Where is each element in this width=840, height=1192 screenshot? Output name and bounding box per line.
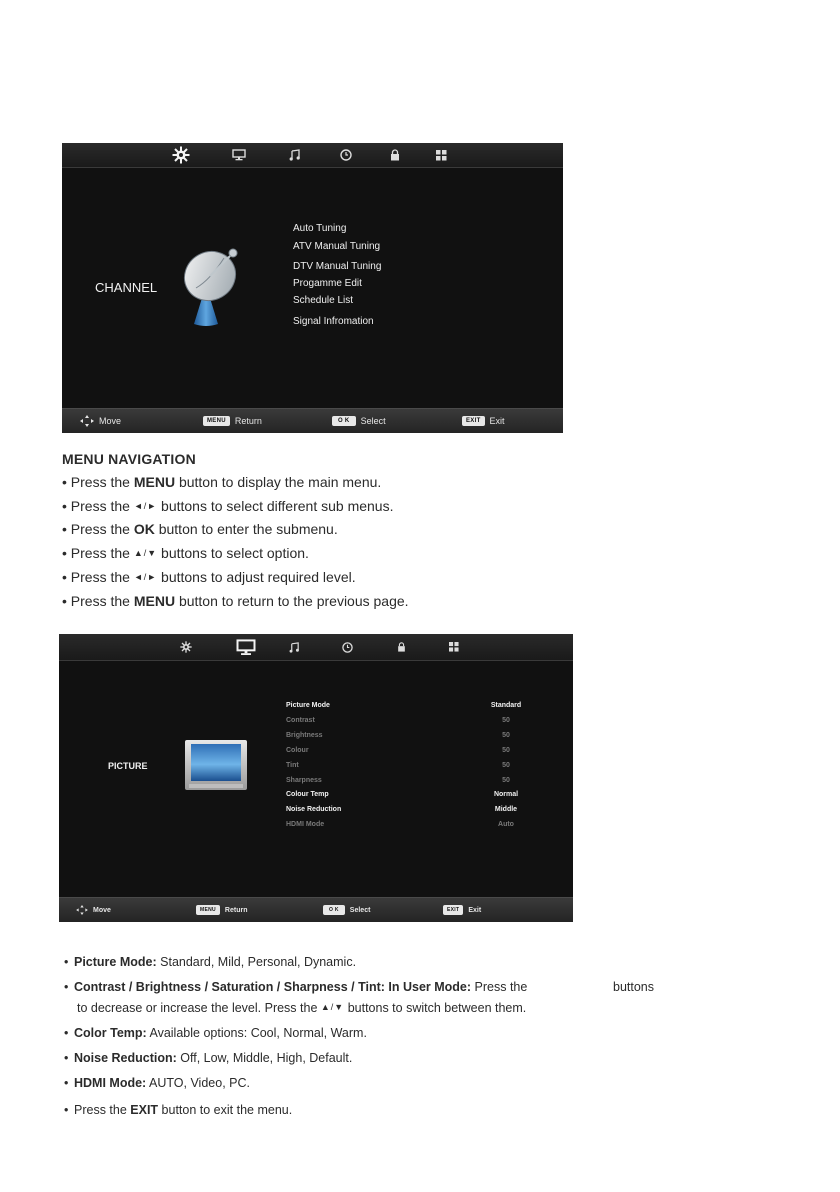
menu-tab-bar [62, 143, 563, 168]
tv-set-icon [185, 740, 247, 797]
footer-exit-label: Exit [468, 906, 482, 914]
footer-select-label: Select [360, 416, 386, 426]
setting-label: Sharpness [286, 777, 322, 784]
picture-setting-row[interactable] [286, 717, 546, 724]
menu-item-schedule-list[interactable]: Schedule List [293, 295, 354, 306]
footer-return-label: Return [234, 416, 262, 426]
setting-value: 50 [502, 732, 510, 739]
picture-setting-row[interactable] [286, 806, 546, 813]
setting-label: Colour Temp [286, 791, 329, 798]
footer-select-label: Select [349, 906, 371, 914]
ok-key: O K [332, 416, 356, 426]
contrast-note: • Contrast / Brightness / Saturation / Sharpness / Tint: In User Mode: Press the [64, 980, 528, 994]
setting-value: 50 [502, 762, 510, 769]
exit-key: EXIT [443, 905, 463, 915]
nav-line-4: • Press the ▲/▼ buttons to select option. [62, 545, 309, 561]
menu-item-dtv-manual-tuning[interactable]: DTV Manual Tuning [293, 261, 382, 272]
menu-footer-hints [59, 897, 573, 922]
menu-item-programme-edit[interactable]: Progamme Edit [293, 278, 362, 289]
menu-item-atv-manual-tuning[interactable]: ATV Manual Tuning [293, 241, 381, 252]
nav-line-1: • Press the MENU button to display the main menu. [62, 474, 382, 490]
setting-label: Picture Mode [286, 702, 330, 709]
noise-reduction-note: • Noise Reduction: Off, Low, Middle, High, Default. [64, 1051, 353, 1065]
apps-grid-icon[interactable] [432, 143, 450, 167]
picture-setting-row[interactable] [286, 702, 546, 709]
picture-menu-screen [59, 634, 573, 922]
footer-move-hint [76, 898, 111, 922]
nav-line-2: • Press the ◄/► buttons to select different sub menus. [62, 498, 394, 514]
left-right-arrows-icon: ◄/► [133, 501, 158, 511]
ok-key: O K [323, 905, 345, 915]
footer-return-hint [203, 409, 262, 433]
footer-return-hint [196, 898, 247, 922]
contrast-note-line2: to decrease or increase the level. Press the ▲/▼ buttons to switch between them. [77, 1001, 527, 1015]
setting-label: Tint [286, 762, 299, 769]
picture-setting-row[interactable] [286, 791, 546, 798]
contrast-note-buttons: buttons [613, 980, 655, 994]
lock-icon[interactable] [386, 143, 404, 167]
setting-value: Auto [498, 821, 514, 828]
up-down-arrows-icon: ▲/▼ [133, 548, 158, 558]
menu-key: MENU [196, 905, 220, 915]
footer-exit-hint [462, 409, 505, 433]
setting-label: Contrast [286, 717, 315, 724]
nav-line-5: • Press the ◄/► buttons to adjust required level. [62, 569, 356, 585]
setting-value: 50 [502, 777, 510, 784]
nav-line-6: • Press the MENU button to return to the previous page. [62, 593, 409, 609]
setting-label: Colour [286, 747, 309, 754]
apps-grid-icon[interactable] [445, 634, 463, 660]
footer-move-label: Move [93, 906, 111, 914]
setting-label: HDMI Mode [286, 821, 325, 828]
music-note-icon[interactable] [286, 143, 304, 167]
menu-item-signal-information[interactable]: Signal Infromation [293, 316, 374, 327]
picture-setting-row[interactable] [286, 732, 546, 739]
settings-icon[interactable] [170, 143, 192, 167]
left-right-arrows-icon: ◄/► [133, 572, 158, 582]
satellite-dish-icon [180, 240, 246, 333]
clock-icon[interactable] [337, 143, 355, 167]
lock-icon[interactable] [392, 634, 410, 660]
picture-setting-row[interactable] [286, 821, 546, 828]
color-temp-note: • Color Temp: Available options: Cool, Normal, Warm. [64, 1026, 367, 1040]
clock-icon[interactable] [338, 634, 356, 660]
setting-value: Normal [493, 791, 519, 798]
channel-menu-screen [62, 143, 563, 433]
exit-note: • Press the EXIT button to exit the menu. [64, 1103, 293, 1117]
menu-item-auto-tuning[interactable]: Auto Tuning [293, 223, 347, 234]
footer-select-hint [323, 898, 370, 922]
menu-navigation-heading: MENU NAVIGATION [62, 451, 196, 467]
picture-setting-row[interactable] [286, 762, 546, 769]
footer-move-label: Move [99, 416, 122, 426]
setting-value: 50 [502, 717, 510, 724]
footer-exit-label: Exit [489, 416, 505, 426]
monitor-icon[interactable] [230, 143, 248, 167]
music-note-icon[interactable] [285, 634, 303, 660]
picture-setting-row[interactable] [286, 777, 546, 784]
picture-mode-note: • Picture Mode: Standard, Mild, Personal, Dynamic. [64, 955, 357, 969]
setting-value: Middle [494, 806, 518, 813]
menu-footer-hints [62, 408, 563, 433]
setting-label: Noise Reduction [286, 806, 342, 813]
dpad-arrows-icon [76, 905, 88, 915]
exit-key: EXIT [462, 416, 485, 426]
nav-line-3: • Press the OK button to enter the submenu. [62, 521, 338, 537]
footer-select-hint [332, 409, 386, 433]
menu-tab-bar [59, 634, 573, 661]
footer-return-label: Return [224, 906, 248, 914]
setting-label: Brightness [286, 732, 323, 739]
up-down-arrows-icon: ▲/▼ [320, 1002, 345, 1012]
hdmi-mode-note: • HDMI Mode: AUTO, Video, PC. [64, 1076, 250, 1090]
menu-category-label: CHANNEL [95, 280, 158, 295]
footer-move-hint [80, 409, 121, 433]
setting-value: Standard [490, 702, 522, 709]
settings-icon[interactable] [177, 634, 195, 660]
menu-category-label: PICTURE [108, 761, 148, 771]
dpad-arrows-icon [80, 415, 94, 427]
picture-setting-row[interactable] [286, 747, 546, 754]
setting-value: 50 [502, 747, 510, 754]
menu-key: MENU [203, 416, 230, 426]
monitor-icon[interactable] [234, 634, 258, 660]
footer-exit-hint [443, 898, 481, 922]
